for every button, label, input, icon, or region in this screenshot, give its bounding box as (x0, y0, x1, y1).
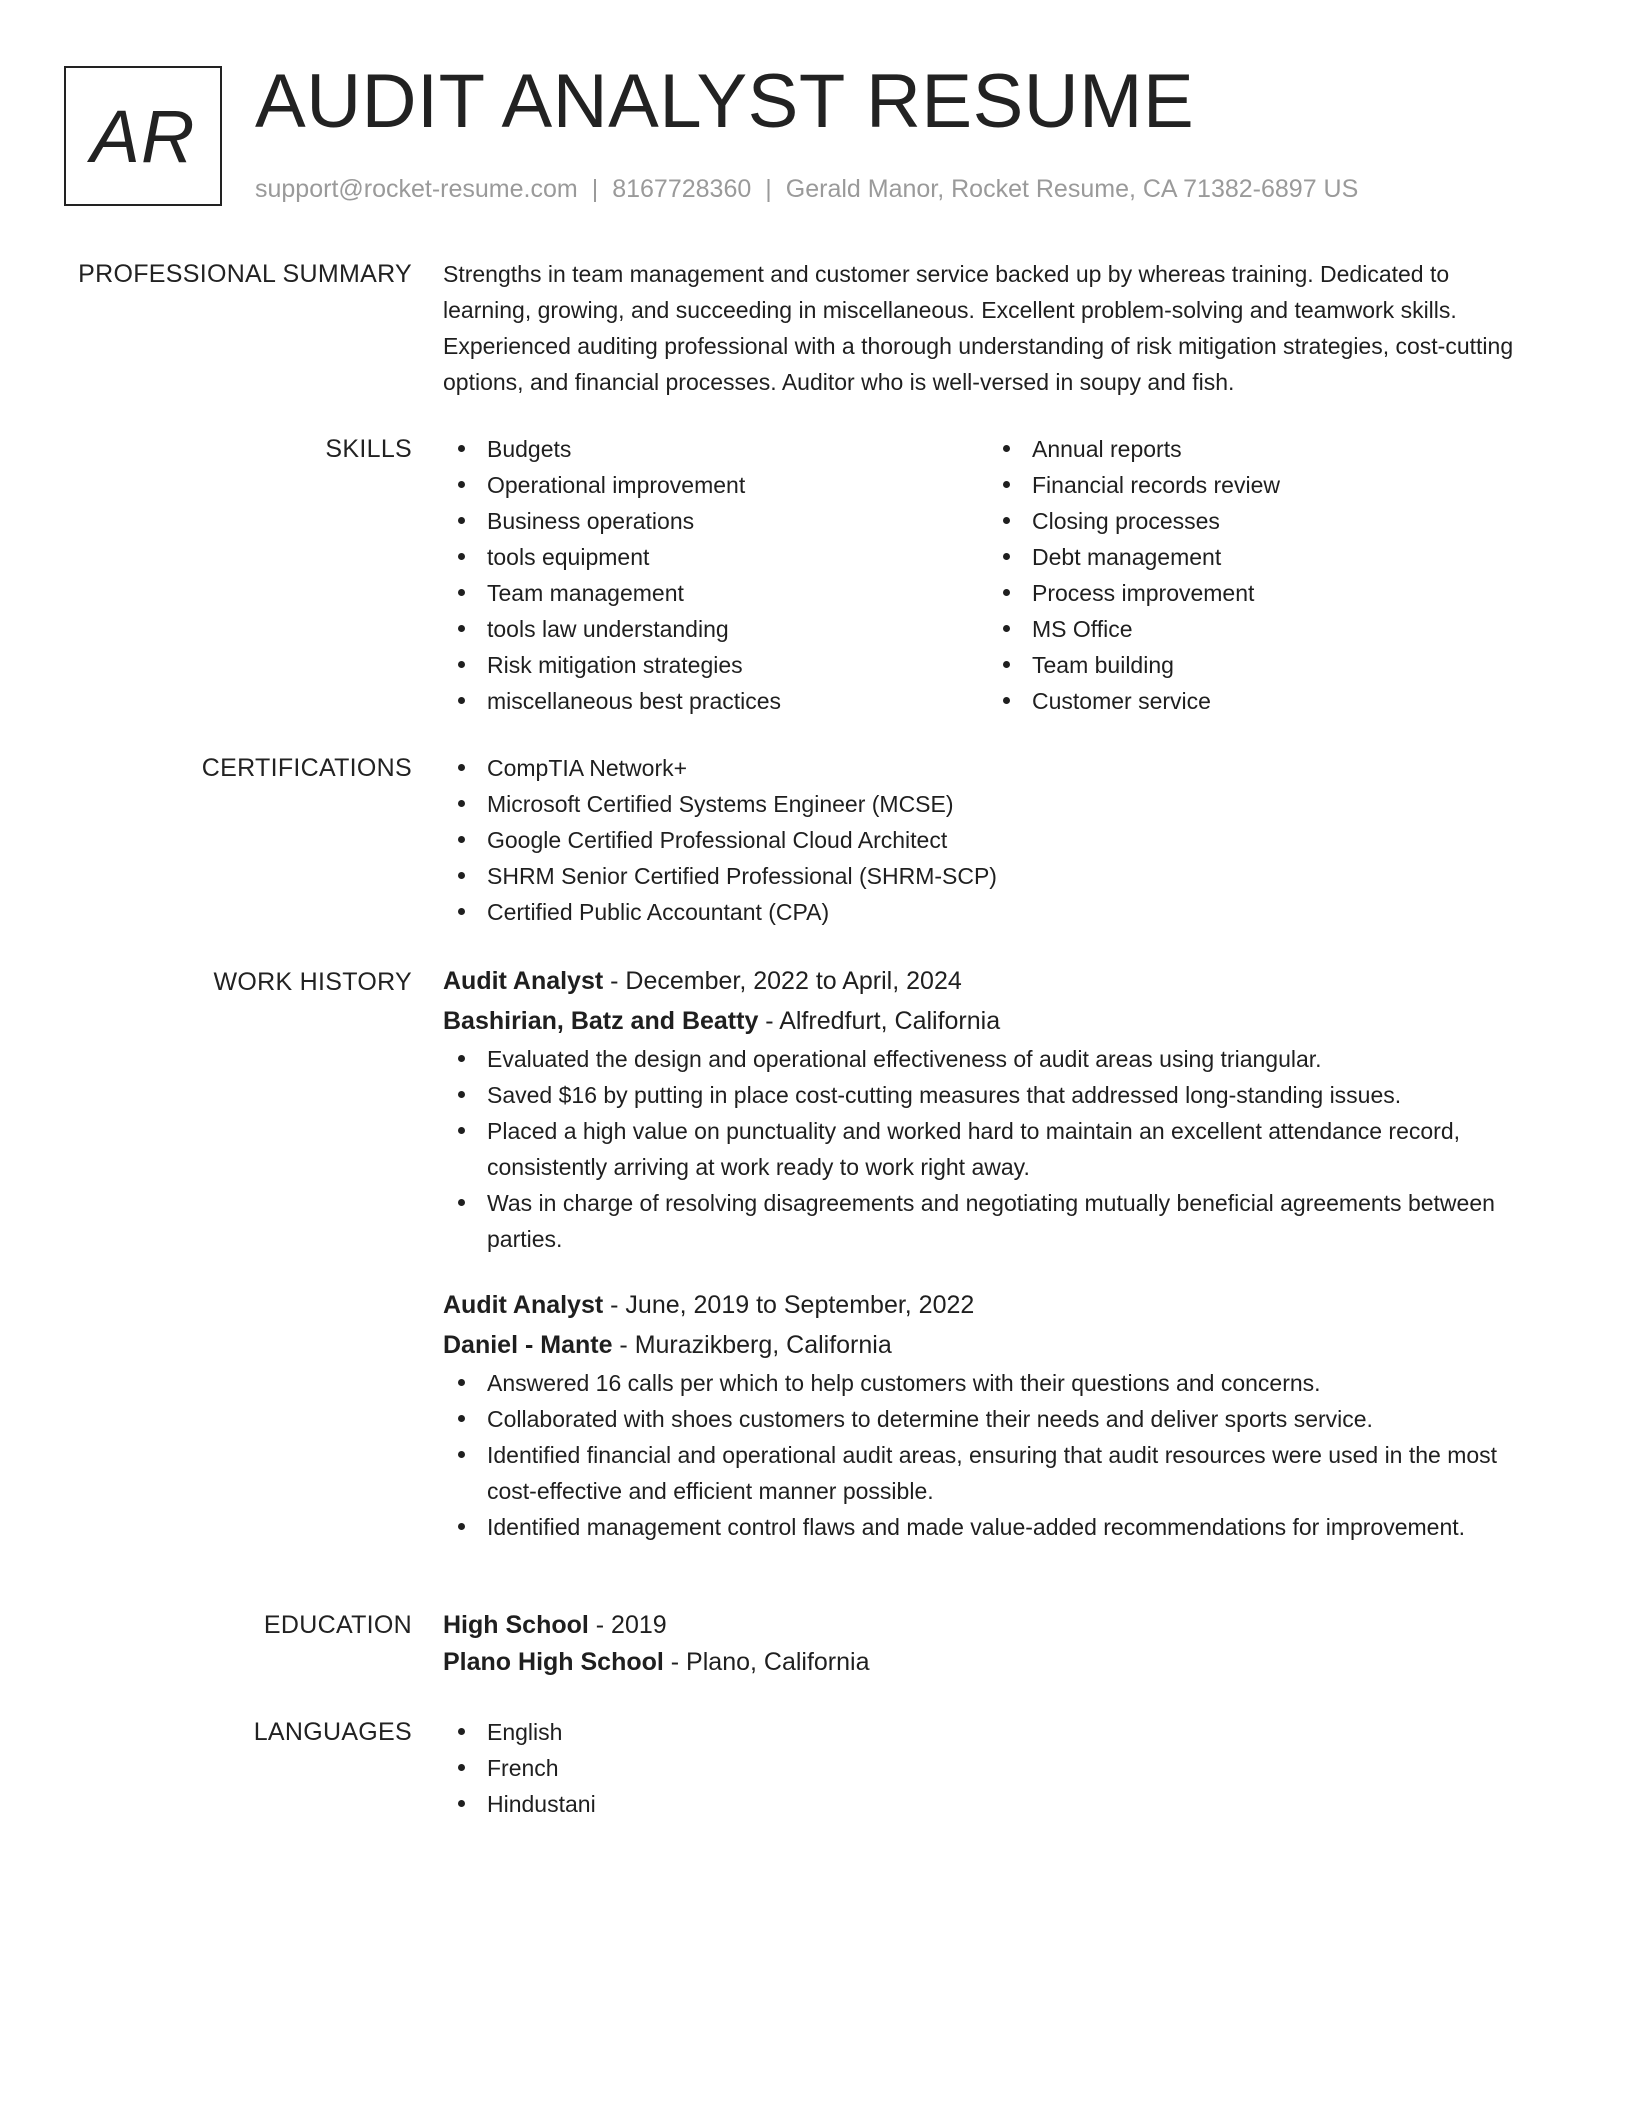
page-title: AUDIT ANALYST RESUME (255, 59, 1195, 144)
skills-heading: SKILLS (325, 435, 412, 463)
contact-address: Gerald Manor, Rocket Resume, CA 71382-6897 US (785, 175, 1359, 203)
skill-item: Customer service (988, 683, 1533, 719)
job-company: Bashirian, Batz and Beatty (443, 1007, 759, 1035)
skill-item: Closing processes (988, 503, 1533, 539)
certification-item: Microsoft Certified Systems Engineer (MCSE) (443, 786, 1543, 822)
skill-item: Financial records review (988, 467, 1533, 503)
job-company-line (443, 1325, 1543, 1365)
certifications-body (443, 750, 1543, 930)
education-degree: High School (443, 1611, 589, 1639)
job-entry (443, 961, 1543, 1257)
certification-item: Google Certified Professional Cloud Architect (443, 822, 1543, 858)
language-item: French (443, 1750, 1543, 1786)
education-school-line (443, 1644, 1543, 1681)
job-bullet: Answered 16 calls per which to help customers with their questions and concerns. (443, 1365, 1543, 1401)
education-year: - 2019 (588, 1611, 667, 1639)
job-company-line (443, 1001, 1543, 1041)
skill-item: Budgets (443, 431, 988, 467)
contact-phone[interactable]: 8167728360 (612, 175, 752, 203)
contact-separator: | (765, 175, 772, 203)
job-bullet: Saved $16 by putting in place cost-cutting measures that addressed long-standing issues. (443, 1077, 1543, 1113)
languages-heading: LANGUAGES (253, 1718, 412, 1746)
skill-item: Business operations (443, 503, 988, 539)
education-body (443, 1607, 1543, 1681)
languages-list (443, 1714, 1543, 1822)
skill-item: Team management (443, 575, 988, 611)
summary-text: Strengths in team management and customer service backed up by whereas training. Dedicated to learning, growing, and succeeding in miscellaneous. Excellent problem-solving and teamwork skills. Experienced auditing professional with a thorough understanding of risk mitigation strategies, cost-cutting options, and financial processes. Auditor who is well-versed in soupy and fish. (443, 261, 1514, 395)
languages-body (443, 1714, 1543, 1822)
job-dates: - December, 2022 to April, 2024 (603, 967, 962, 995)
certification-item: SHRM Senior Certified Professional (SHRM-SCP) (443, 858, 1543, 894)
job-title: Audit Analyst (443, 1291, 604, 1319)
job-bullets (443, 1365, 1543, 1545)
skill-item: Team building (988, 647, 1533, 683)
skill-item: MS Office (988, 611, 1533, 647)
job-bullet: Was in charge of resolving disagreements and negotiating mutually beneficial agreements between parties. (443, 1185, 1543, 1257)
skill-item: miscellaneous best practices (443, 683, 988, 719)
certification-item: Certified Public Accountant (CPA) (443, 894, 1543, 930)
job-title-line (443, 961, 1543, 1001)
job-bullet: Collaborated with shoes customers to determine their needs and deliver sports service. (443, 1401, 1543, 1437)
job-dates: - June, 2019 to September, 2022 (603, 1291, 975, 1319)
summary-body (443, 256, 1543, 400)
skills-column-right (988, 431, 1533, 719)
job-title: Audit Analyst (443, 967, 604, 995)
job-location: - Murazikberg, California (612, 1331, 892, 1359)
job-entry (443, 1285, 1543, 1545)
skill-item: Risk mitigation strategies (443, 647, 988, 683)
language-item: Hindustani (443, 1786, 1543, 1822)
education-school: Plano High School (443, 1648, 664, 1676)
job-bullet: Identified management control flaws and made value-added recommendations for improvement. (443, 1509, 1543, 1545)
contact-line (255, 172, 1358, 206)
job-title-line (443, 1285, 1543, 1325)
work-history-heading: WORK HISTORY (213, 968, 412, 996)
education-degree-line (443, 1607, 1543, 1644)
language-item: English (443, 1714, 1543, 1750)
education-location: - Plano, California (663, 1648, 870, 1676)
job-bullet: Placed a high value on punctuality and worked hard to maintain an excellent attendance record, consistently arriving at work ready to work right away. (443, 1113, 1543, 1185)
job-bullet: Identified financial and operational audit areas, ensuring that audit resources were used in the most cost-effective and efficient manner possible. (443, 1437, 1543, 1509)
contact-email[interactable]: support@rocket-resume.com (255, 175, 578, 203)
contact-separator: | (591, 175, 599, 203)
job-company: Daniel - Mante (443, 1331, 613, 1359)
certification-item: CompTIA Network+ (443, 750, 1543, 786)
skills-body (443, 431, 1543, 719)
job-location: - Alfredfurt, California (758, 1007, 1001, 1035)
certifications-heading: CERTIFICATIONS (201, 754, 412, 782)
education-heading: EDUCATION (263, 1611, 412, 1639)
skills-column-left (443, 431, 988, 719)
monogram-logo: AR (64, 66, 222, 206)
certifications-list (443, 750, 1543, 930)
job-bullet: Evaluated the design and operational effectiveness of audit areas using triangular. (443, 1041, 1543, 1077)
job-bullets (443, 1041, 1543, 1257)
summary-heading: PROFESSIONAL SUMMARY (78, 260, 412, 288)
skill-item: tools equipment (443, 539, 988, 575)
skill-item: tools law understanding (443, 611, 988, 647)
skill-item: Annual reports (988, 431, 1533, 467)
skill-item: Debt management (988, 539, 1533, 575)
work-history-body (443, 961, 1543, 1545)
skill-item: Operational improvement (443, 467, 988, 503)
skill-item: Process improvement (988, 575, 1533, 611)
